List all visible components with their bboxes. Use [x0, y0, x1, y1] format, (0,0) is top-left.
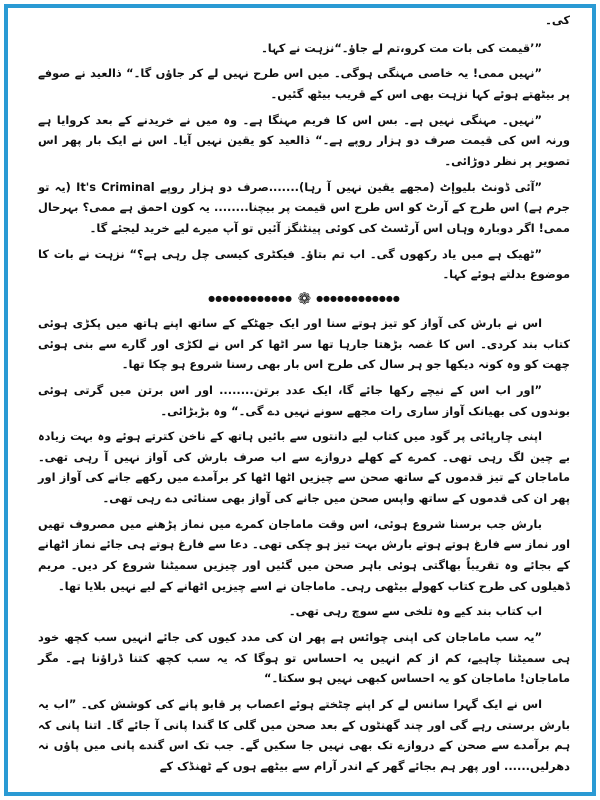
divider-dots-right: ●●●●●●●●●●●●	[316, 293, 400, 303]
paragraph: ”’قیمت کی بات مت کرو،تم لے جاؤ۔“نزہت نے کہا۔	[261, 40, 542, 55]
paragraph: اپنی چارپائی پر گود میں کتاب لیے دانتوں سے بائیں ہاتھ کے ناخن کترتے ہوئے وہ بہت زیادہ بے چین لگ رہی تھی۔ کمرے کے کھلے دروازے سے اب صرف بارش کی آواز نہیں آ رہی تھی۔ ماماجان کے تیز قدموں کے ساتھ صحن سے چیزیں اٹھا اٹھا کر برآمدے میں رکھے جانے کی آواز اور پھر ان کی قدموں کے ساتھ واپس صحن میں جانے کی آواز بھی سنائی دے رہی تھی۔	[38, 429, 570, 506]
paragraph: ”یہ سب ماماجان کی اپنی چوائس ہے پھر ان کی مدد کیوں کی جائے انہیں سب کچھ خود ہی سمیٹنا چاہیے، کم از کم انہیں یہ احساس تو ہوگا کہ یہ سب کچھ کتنا ڈراؤنا ہے۔ مگر ماماجان! ماماجان کو یہ احساس کبھی نہیں ہو سکتا۔“	[38, 630, 570, 686]
divider-dots-left: ●●●●●●●●●●●●	[208, 293, 292, 303]
paragraph: اب کتاب بند کیے وہ تلخی سے سوچ رہی تھی۔	[288, 604, 542, 619]
paragraph: ”ٹھیک ہے میں یاد رکھوں گی۔ اب تم بتاؤ۔ فیکٹری کیسی چل رہی ہے؟“ نزہت نے بات کا موضوع بدلتے ہوئے کہا۔	[38, 246, 570, 282]
paragraph: اس نے ایک گہرا سانس لے کر اپنے چٹختے ہوئے اعصاب پر قابو پانے کی کوشش کی۔ ”اب یہ بارش برستی رہے گی اور چند گھنٹوں کے بعد صحن میں گلی کا گندا پانی آ جائے گا۔ اتنا پانی کہ ہم برآمدے سے صحن کے دروازے تک بھی نہیں جا سکیں گے۔ جب تک اس گندے پانی میں پاؤں نہ دھرلیں...... اور پھر ہم بجائے گھر کے اندر آرام سے بیٹھے ہوں کے ٹھنڈک کے	[38, 697, 570, 773]
paragraph: ”نہیں ممی! یہ خاصی مہنگی ہوگی۔ میں اس طرح نہیں لے کر جاؤں گا۔“ ذالعید نے صوفے پر بیٹھتے ہوئے کہا نزہت بھی اس کے قریب بیٹھ گئیں۔	[38, 66, 570, 101]
paragraph: اس نے بارش کی آواز کو تیز ہوتے سنا اور ایک جھٹکے کے ساتھ اپنے ہاتھ میں پکڑی ہوئی کتاب بند کردی۔ اس کا غصہ بڑھتا جارہا تھا سر اٹھا کر اس نے لکڑی اور گارے سے بنی ہوئی چھت کو وہ کونہ دیکھا جو ہر سال کی طرح اس بار بھی رسنا شروع ہو چکا تھا۔	[38, 315, 570, 372]
flower-ornament-icon: ❁	[297, 288, 311, 308]
paragraph: ”آئی ڈونٹ بلیوإٹ (مجھے یقین نہیں آ رہا).......صرف دو ہزار روپے It's Criminal (یہ تو جرم ہے) اس طرح کے آرٹ کو اس طرح اس قیمت پر بیچنا........ یہ کون احمق ہے ممی؟ بہرحال ممی! اگر دوبارہ وہاں اس آرٹسٹ کی کوئی پینٹنگز آئیں تو آپ میرے لیے خرید لیجئے گا۔	[38, 179, 570, 235]
paragraph: ”نہیں۔ مہنگی نہیں ہے۔ بس اس کا فریم مہنگا ہے۔ وہ میں نے خریدنے کے بعد کروایا ہے ورنہ اس کی قیمت صرف دو ہزار روپے ہے۔“ ذالعید کو یقین نہیں آیا۔ اس نے ایک بار پھر اس تصویر پر نظر دوڑائی۔	[38, 112, 570, 168]
paragraph: بارش جب برسنا شروع ہوئی، اس وقت ماماجان کمرے میں نماز پڑھنے میں مصروف تھیں اور نماز سے فارغ ہوتے ہوتے بارش بہت تیز ہو چکی تھی۔ دعا سے فارغ ہوتے ہی جائے نماز اٹھانے کے بجائے وہ تقریباً بھاگتی ہوئی باہر صحن میں گئیں اور چیزیں سمیٹنا شروع کر دیں۔ مریم ڈھیلوں کی طرح کتاب کھولے بیٹھی رہی۔ ماماجان نے اسے چیزیں اٹھانے کے لیے نہیں بلایا تھا۔	[38, 516, 570, 593]
paragraph: ”اور اب اس کے نیچے رکھا جائے گا، ایک عدد برتن........ اور اس برتن میں گرتی ہوئی بوندوں کی بھیانک آواز ساری رات مجھے سونے نہیں دے گی۔“ وہ بڑبڑائی۔	[38, 382, 570, 418]
section-divider	[38, 290, 570, 308]
text-body	[38, 10, 570, 786]
paragraph: کی۔	[545, 13, 570, 27]
